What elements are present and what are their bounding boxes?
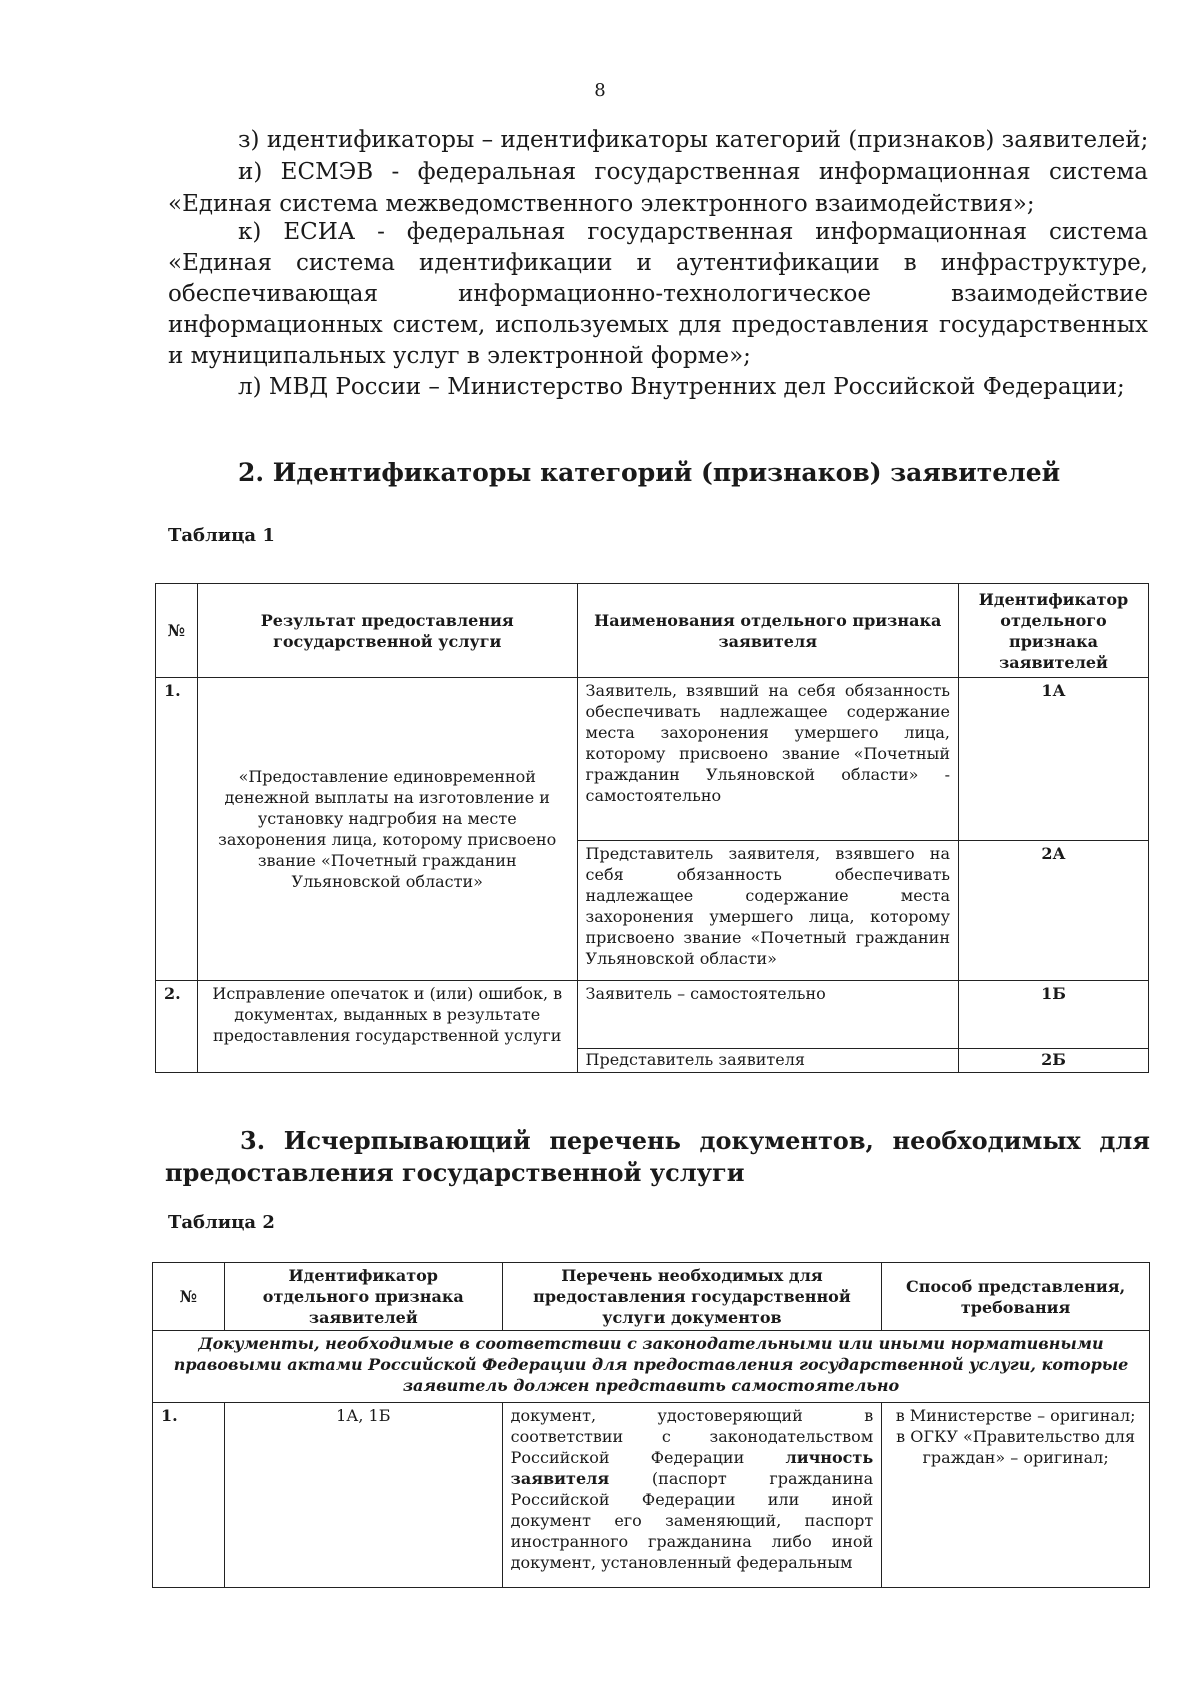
t2-group-row-text: Документы, необходимые в соответствии с законодательными или иными нормативными правовыми актами Российской Федерации для предоставления государственной услуги, которые заявитель должен представить самостоятельно <box>153 1331 1150 1403</box>
t1-header-identifier: Идентификатор отдельного признака заявителей <box>959 584 1149 678</box>
definition-z: з) идентификаторы – идентификаторы категорий (признаков) заявителей; <box>238 127 1149 153</box>
definition-k-line1: к) ЕСИА - федеральная государственная информационная система <box>238 219 1148 245</box>
t1-row2-attr2: Представитель заявителя <box>577 1049 959 1073</box>
table-row <box>153 1403 1150 1588</box>
table-1-header-row <box>156 584 1149 678</box>
table-1 <box>155 583 1149 1073</box>
t2-row1-method: в Министерстве – оригинал; в ОГКУ «Правительство для граждан» – оригинал; <box>882 1403 1150 1588</box>
t1-header-num: № <box>156 584 198 678</box>
section-3-heading-line2: предоставления государственной услуги <box>165 1158 745 1187</box>
t2-row1-doc-pre: документ, удостоверяющий в соответствии с законодательством Российской Федерации <box>510 1406 874 1467</box>
definition-i-line1: и) ЕСМЭВ - федеральная государственная информационная система <box>238 159 1148 185</box>
table-row <box>156 678 1149 841</box>
t1-row2-id2: 2Б <box>959 1049 1149 1073</box>
table-2-caption: Таблица 2 <box>168 1212 275 1233</box>
definition-k-line3: обеспечивающая информационно-технологическое взаимодействие <box>168 281 1148 307</box>
t1-row2-result: Исправление опечаток и (или) ошибок, в документах, выданных в результате предоставления государственной услуги <box>197 981 577 1073</box>
t1-row1-attr2: Представитель заявителя, взявшего на себя обязанность обеспечивать надлежащее содержание места захоронения умершего лица, которому присвоено звание «Почетный гражданин Ульяновской области» <box>577 841 959 981</box>
section-3-heading <box>165 1125 1150 1189</box>
t1-row1-id1: 1А <box>959 678 1149 841</box>
page-number: 8 <box>594 80 606 101</box>
t1-header-attribute: Наименования отдельного признака заявителя <box>577 584 959 678</box>
definition-k-line4: информационных систем, используемых для предоставления государственных <box>168 312 1148 338</box>
t2-header-identifier: Идентификатор отдельного признака заявителей <box>224 1263 502 1331</box>
t1-row1-attr1: Заявитель, взявший на себя обязанность обеспечивать надлежащее содержание места захоронения умершего лица, которому присвоено звание «Почетный гражданин Ульяновской области» - самостоятельно <box>577 678 959 841</box>
table-1-caption: Таблица 1 <box>168 525 275 546</box>
definition-i-line2: «Единая система межведомственного электронного взаимодействия»; <box>168 191 1035 217</box>
t1-row1-num: 1. <box>156 678 198 981</box>
t1-row2-attr1: Заявитель – самостоятельно <box>577 981 959 1049</box>
t1-row1-id2: 2А <box>959 841 1149 981</box>
definition-k-line5: и муниципальных услуг в электронной форме»; <box>168 343 751 369</box>
t2-row1-identifier: 1А, 1Б <box>224 1403 502 1588</box>
table-2-header-row <box>153 1263 1150 1331</box>
t1-header-result: Результат предоставления государственной услуги <box>197 584 577 678</box>
table-2-group-row <box>153 1331 1150 1403</box>
t1-row1-result: «Предоставление единовременной денежной выплаты на изготовление и установку надгробия на месте захоронения лица, которому присвоено звание «Почетный гражданин Ульяновской области» <box>197 678 577 981</box>
t2-row1-documents <box>502 1403 882 1588</box>
t2-row1-doc-bold: личность заявителя <box>510 1448 874 1488</box>
definition-l: л) МВД России – Министерство Внутренних дел Российской Федерации; <box>238 374 1125 400</box>
t2-row1-doc-post: (паспорт гражданина Российской Федерации или иной документ его заменяющий, паспорт иностранного гражданина либо иной документ, установленный федеральным <box>510 1469 874 1572</box>
definition-k-line2: «Единая система идентификации и аутентификации в инфраструктуре, <box>168 250 1148 276</box>
table-row <box>156 981 1149 1049</box>
t1-row2-num: 2. <box>156 981 198 1073</box>
t2-header-num: № <box>153 1263 225 1331</box>
t2-row1-num: 1. <box>153 1403 225 1588</box>
section-2-heading: 2. Идентификаторы категорий (признаков) заявителей <box>238 458 1061 487</box>
table-2 <box>152 1262 1150 1588</box>
t1-row2-id1: 1Б <box>959 981 1149 1049</box>
section-3-heading-line1: 3. Исчерпывающий перечень документов, необходимых для <box>240 1126 1150 1155</box>
t2-header-method: Способ представления, требования <box>882 1263 1150 1331</box>
t2-header-documents: Перечень необходимых для предоставления государственной услуги документов <box>502 1263 882 1331</box>
